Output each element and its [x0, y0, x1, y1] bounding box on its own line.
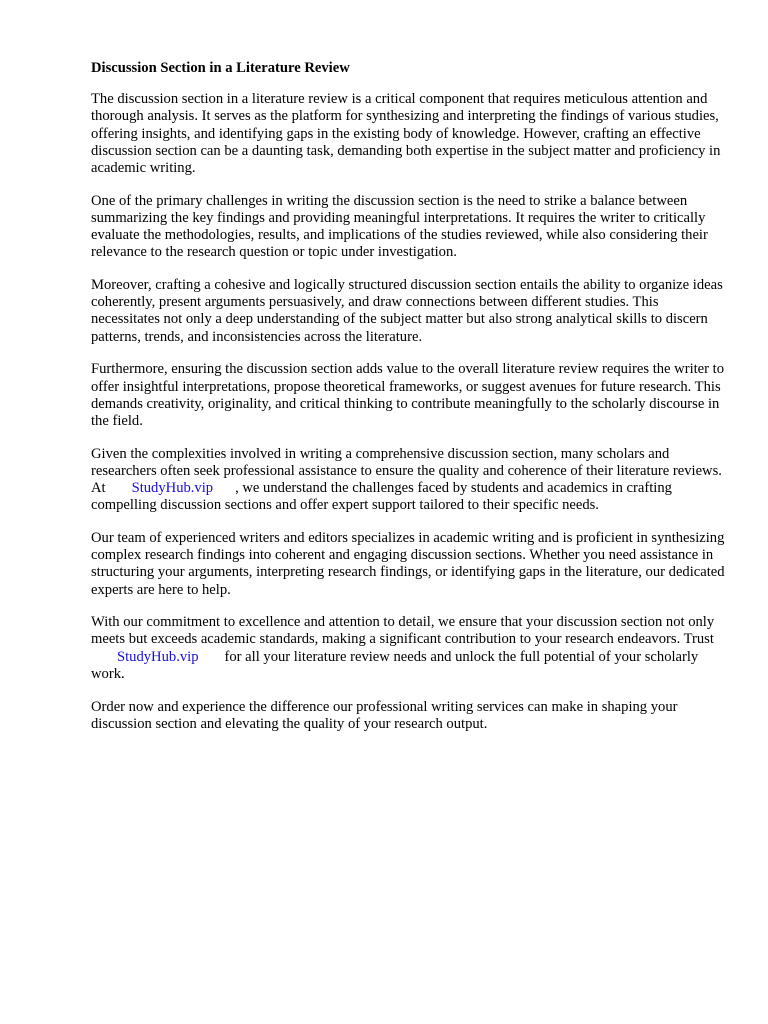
paragraph-value: Furthermore, ensuring the discussion section adds value to the overall literature review requires the writer to offer insightful interpretations, propose theoretical frameworks, or suggest avenues for future research. This demands creativity, originality, and critical thinking to contribute meaningfully to the scholarly discourse in the field. [91, 361, 725, 429]
paragraph-commitment [91, 614, 731, 683]
document-title: Discussion Section in a Literature Review [91, 60, 350, 76]
paragraph-assistance-text-before: Given the complexities involved in writing a comprehensive discussion section, many scholars and researchers often seek professional assistance to ensure the quality and coherence of their literature reviews. At [91, 445, 722, 497]
paragraph-structure: Moreover, crafting a cohesive and logically structured discussion section entails the ability to organize ideas coherently, present arguments persuasively, and draw connections between different studies. This necessitates not only a deep understanding of the subject matter but also strong analytical skills to discern patterns, trends, and inconsistencies across the literature. [91, 277, 723, 345]
paragraph-assistance [91, 446, 731, 515]
paragraph-commitment-text-after: for all your literature review needs and unlock the full potential of your scholarly work. [91, 648, 699, 682]
paragraph-challenges: One of the primary challenges in writing the discussion section is the need to strike a balance between summarizing the key findings and providing meaningful interpretations. It requires the writer to critically evaluate the methodologies, results, and implications of the studies reviewed, while also considering their relevance to the research question or topic under investigation. [91, 192, 708, 261]
paragraph-order: Order now and experience the difference our professional writing services can make in shaping your discussion section and elevating the quality of your research output. [91, 698, 678, 732]
studyhub-link[interactable]: StudyHub.vip [131, 480, 214, 497]
paragraph-team: Our team of experienced writers and editors specializes in academic writing and is proficient in synthesizing complex research findings into coherent and engaging discussion sections. Whether you need assistance in structuring your arguments, interpreting research findings, or identifying gaps in the literature, our dedicated experts are here to help. [91, 529, 725, 598]
document-body [91, 60, 731, 749]
paragraph-intro: The discussion section in a literature review is a critical component that requires meticulous attention and thorough analysis. It serves as the platform for synthesizing and interpreting the findings of various studies, offering insights, and identifying gaps in the existing body of knowledge. However, crafting an effective discussion section can be a daunting task, demanding both expertise in the subject matter and proficiency in academic writing. [91, 91, 721, 177]
studyhub-link-2[interactable]: StudyHub.vip [117, 648, 199, 665]
paragraph-commitment-text-before: With our commitment to excellence and attention to detail, we ensure that your discussion section not only meets but exceeds academic standards, making a significant contribution to your research endeavors. Trust [91, 614, 715, 648]
paragraph-assistance-text-after: , we understand the challenges faced by students and academics in crafting compelling discussion sections and offer expert support tailored to their specific needs. [91, 480, 672, 514]
